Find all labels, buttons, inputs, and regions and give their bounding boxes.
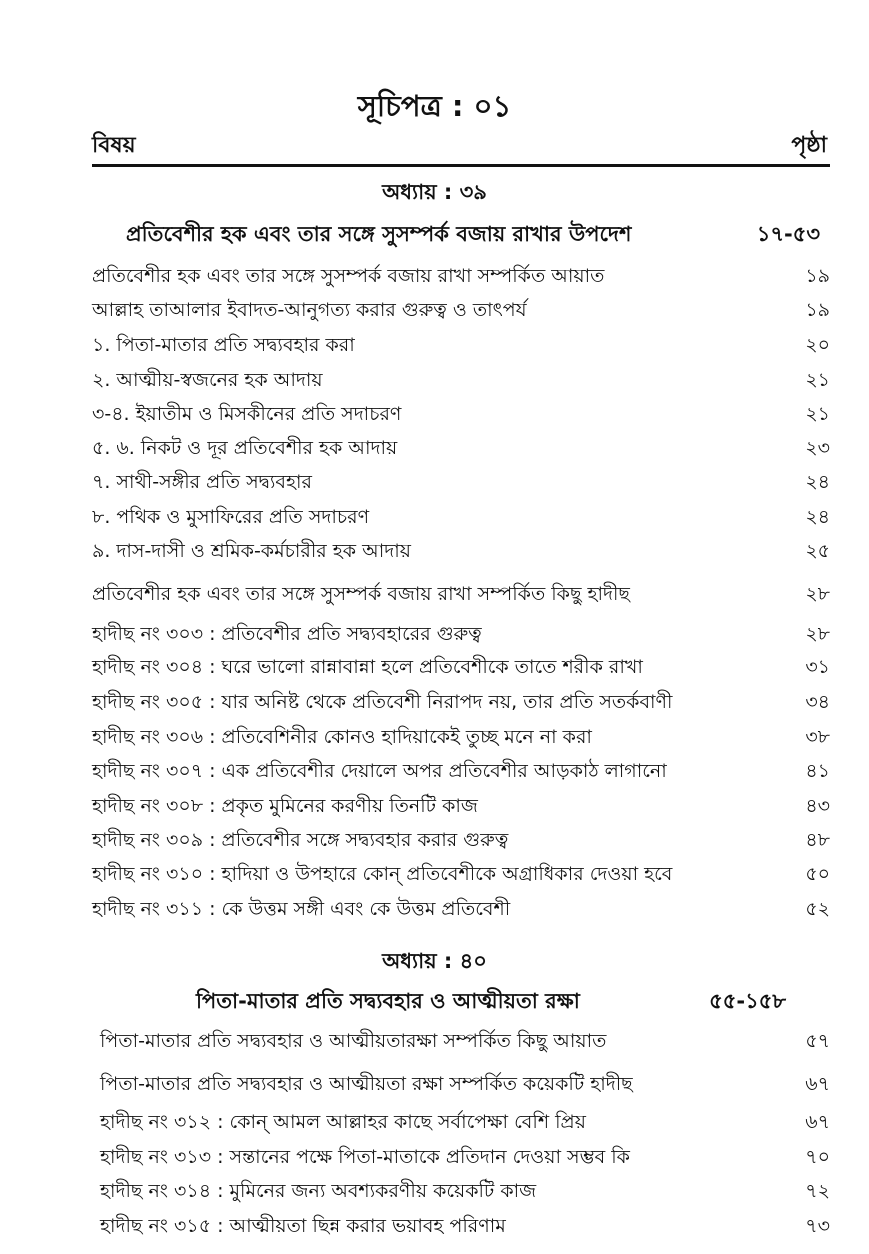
- entry-title: ৭. সাথী-সঙ্গীর প্রতি সদ্ব্যবহার: [92, 471, 312, 493]
- entry-page: ৬৭: [805, 1073, 830, 1095]
- toc-entry[interactable]: [92, 537, 830, 571]
- entry-title: প্রতিবেশীর হক এবং তার সঙ্গে সুসম্পর্ক বজায় রাখা সম্পর্কিত কিছু হাদীছ: [92, 583, 630, 605]
- entry-title: হাদীছ নং ৩১৪ : মুমিনের জন্য অবশ্যকরণীয় কয়েকটি কাজ: [100, 1180, 537, 1202]
- toc-entry[interactable]: [92, 757, 830, 791]
- toc-entry[interactable]: [92, 1108, 830, 1142]
- entry-page: ৬৭: [805, 1111, 830, 1133]
- toc-entry[interactable]: [92, 434, 830, 468]
- toc-entry[interactable]: [92, 366, 830, 400]
- entry-page: ৫৭: [805, 1030, 830, 1052]
- chapter-heading: অধ্যায় : ৪০: [382, 949, 487, 973]
- entry-title: ৫. ৬. নিকট ও দূর প্রতিবেশীর হক আদায়: [92, 437, 398, 459]
- section-page-range: ১৭-৫৩: [756, 222, 820, 246]
- entry-title: হাদীছ নং ৩১৩ : সন্তানের পক্ষে পিতা-মাতাকে প্রতিদান দেওয়া সম্ভব কি: [100, 1146, 630, 1168]
- entry-title: ১. পিতা-মাতার প্রতি সদ্ব্যবহার করা: [92, 334, 355, 356]
- toc-entry[interactable]: [92, 296, 830, 330]
- chapter-heading: অধ্যায় : ৩৯: [382, 180, 487, 204]
- entry-title: প্রতিবেশীর হক এবং তার সঙ্গে সুসম্পর্ক বজায় রাখা সম্পর্কিত আয়াত: [92, 265, 605, 287]
- entry-page: ২৩: [805, 437, 830, 459]
- entry-page: ৫০: [805, 863, 830, 885]
- entry-page: ৭৩: [805, 1215, 830, 1237]
- toc-entry[interactable]: [92, 1212, 830, 1246]
- toc-entry[interactable]: [92, 895, 830, 929]
- entry-title: হাদীছ নং ৩১২ : কোন্ আমল আল্লাহর কাছে সর্বাপেক্ষা বেশি প্রিয়: [100, 1111, 586, 1133]
- entry-page: ২৮: [805, 583, 830, 605]
- section-page-range: ৫৫-১৫৮: [709, 989, 786, 1013]
- toc-entry[interactable]: [92, 653, 830, 687]
- toc-entry[interactable]: [92, 400, 830, 434]
- entry-page: ৭০: [805, 1146, 830, 1168]
- toc-entry[interactable]: [92, 262, 830, 296]
- toc-entry[interactable]: [92, 688, 830, 722]
- toc-entry[interactable]: [92, 860, 830, 894]
- entry-title: ৮. পথিক ও মুসাফিরের প্রতি সদাচরণ: [92, 506, 370, 528]
- header-divider: [92, 164, 830, 167]
- entry-page: ১৯: [805, 265, 830, 287]
- section-title: পিতা-মাতার প্রতি সদ্ব্যবহার ও আত্মীয়তা রক্ষা: [196, 989, 580, 1013]
- toc-entry[interactable]: [92, 1027, 830, 1061]
- entry-page: ২৪: [805, 471, 830, 493]
- toc-entry[interactable]: [92, 1143, 830, 1177]
- toc-entry[interactable]: [92, 826, 830, 860]
- entry-title: ২. আত্মীয়-স্বজনের হক আদায়: [92, 369, 323, 391]
- entry-title: হাদীছ নং ৩০৩ : প্রতিবেশীর প্রতি সদ্ব্যবহারের গুরুত্ব: [92, 623, 482, 645]
- entry-title: ৩-৪. ইয়াতীম ও মিসকীনের প্রতি সদাচরণ: [92, 403, 402, 425]
- entry-title: হাদীছ নং ৩১১ : কে উত্তম সঙ্গী এবং কে উত্তম প্রতিবেশী: [92, 898, 511, 920]
- entry-title: হাদীছ নং ৩০৮ : প্রকৃত মুমিনের করণীয় তিনটি কাজ: [92, 795, 478, 817]
- toc-entry[interactable]: [92, 1070, 830, 1104]
- entry-title: হাদীছ নং ৩০৪ : ঘরে ভালো রান্নাবান্না হলে প্রতিবেশীকে তাতে শরীক রাখা: [92, 656, 643, 678]
- entry-page: ১৯: [805, 299, 830, 321]
- entry-page: ২৮: [805, 623, 830, 645]
- entry-title: হাদীছ নং ৩১০ : হাদিয়া ও উপহারে কোন্ প্রতিবেশীকে অগ্রাধিকার দেওয়া হবে: [92, 863, 673, 885]
- entry-page: ৪৮: [805, 829, 830, 851]
- subject-column-header: বিষয়: [92, 133, 136, 158]
- entry-title: হাদীছ নং ৩০৯ : প্রতিবেশীর সঙ্গে সদ্ব্যবহার করার গুরুত্ব: [92, 829, 509, 851]
- page-title: সূচিপত্র : ০১: [357, 89, 512, 123]
- entry-page: ২০: [805, 334, 830, 356]
- entry-title: ৯. দাস-দাসী ও শ্রমিক-কর্মচারীর হক আদায়: [92, 540, 411, 562]
- entry-page: ৪১: [805, 760, 830, 782]
- entry-page: ৩১: [805, 656, 830, 678]
- entry-page: ৪৩: [805, 795, 830, 817]
- entry-title: পিতা-মাতার প্রতি সদ্ব্যবহার ও আত্মীয়তা রক্ষা সম্পর্কিত কয়েকটি হাদীছ: [100, 1073, 633, 1095]
- toc-entry[interactable]: [92, 331, 830, 365]
- entry-title: হাদীছ নং ৩০৬ : প্রতিবেশিনীর কোনও হাদিয়াকেই তুচ্ছ মনে না করা: [92, 726, 592, 748]
- entry-title: আল্লাহ তাআলার ইবাদত-আনুগত্য করার গুরুত্ব ও তাৎপর্য: [92, 299, 527, 321]
- toc-entry[interactable]: [92, 580, 830, 614]
- entry-page: ২৪: [805, 506, 830, 528]
- toc-entry[interactable]: [92, 503, 830, 537]
- toc-entry[interactable]: [92, 620, 830, 654]
- toc-entry[interactable]: [92, 1177, 830, 1211]
- entry-page: ২১: [805, 403, 830, 425]
- entry-page: ২৫: [805, 540, 830, 562]
- toc-entry[interactable]: [92, 723, 830, 757]
- entry-page: ৩৮: [805, 726, 830, 748]
- entry-page: ৭২: [805, 1180, 830, 1202]
- entry-title: হাদীছ নং ৩০৭ : এক প্রতিবেশীর দেয়ালে অপর প্রতিবেশীর আড়কাঠ লাগানো: [92, 760, 667, 782]
- entry-title: হাদীছ নং ৩১৫ : আত্মীয়তা ছিন্ন করার ভয়াবহ পরিণাম: [100, 1215, 506, 1237]
- entry-page: ২১: [805, 369, 830, 391]
- section-title: প্রতিবেশীর হক এবং তার সঙ্গে সুসম্পর্ক বজায় রাখার উপদেশ: [126, 222, 632, 246]
- entry-page: ৫২: [805, 898, 830, 920]
- page-column-header: পৃষ্ঠা: [791, 133, 827, 158]
- entry-page: ৩৪: [805, 691, 830, 713]
- entry-title: পিতা-মাতার প্রতি সদ্ব্যবহার ও আত্মীয়তারক্ষা সম্পর্কিত কিছু আয়াত: [100, 1030, 607, 1052]
- toc-entry[interactable]: [92, 792, 830, 826]
- toc-entry[interactable]: [92, 468, 830, 502]
- entry-title: হাদীছ নং ৩০৫ : যার অনিষ্ট থেকে প্রতিবেশী নিরাপদ নয়, তার প্রতি সতর্কবাণী: [92, 691, 673, 713]
